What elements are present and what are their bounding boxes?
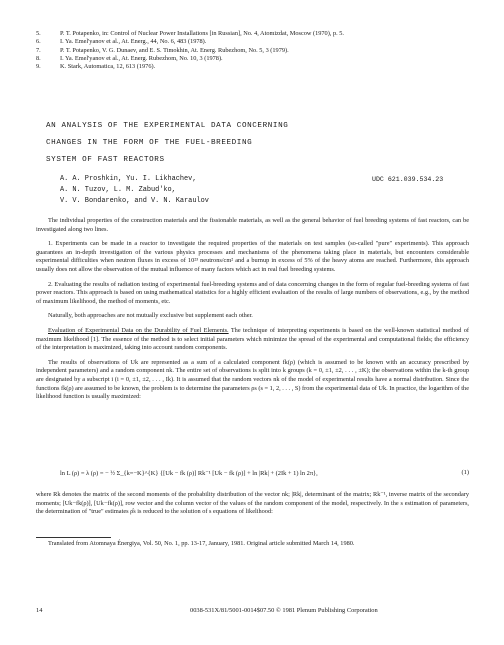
paragraph: 1. Experiments can be made in a reactor to investigate the required properties of the materials on test samples (so-called "pure" experiments). This approach guarantees an in-depth investigation of the various physics processes and mechanisms of the phenomena taking place in materials, but encounters considerable experimental difficulties when neutron fluxes in excess of 10²³ neutrons/cm² and a burnup in excess of 5% of the heavy atoms are reached. Furthermore, this approach usually does not allow the observation of the mutual influence of many factors which act in real fuel breeding systems. [36, 240, 469, 273]
reference-list [36, 30, 476, 71]
author-line: A. A. Proshkin, Yu. I. Likhachev, [60, 175, 197, 183]
reference-item: 9. K. Stark, Automatica, 12, 613 (1976). [36, 63, 156, 71]
page-number: 14 [36, 607, 43, 614]
title-line: AN ANALYSIS OF THE EXPERIMENTAL DATA CONCERNING [46, 122, 289, 130]
article-body [36, 217, 469, 408]
section-heading: Evaluation of Experimental Data on the Durability of Fuel Elements. [48, 326, 229, 334]
reference-item: 7. P. T. Potapenko, V. G. Dunaev, and E. S. Timokhin, At. Energ. Rubezhom, No. 5, 3 (1979). [36, 46, 289, 54]
copyright-line: 0038-531X/81/5001-0014$07.50 © 1981 Plenum Publishing Corporation [190, 607, 378, 614]
author-line: A. N. Tuzov, L. M. Zabud'ko, [60, 186, 176, 195]
section-paragraph [36, 327, 469, 353]
equation-1 [36, 462, 469, 486]
paragraph: where Rk denotes the matrix of the second moments of the probability distribution of the vector nk; |Rk|, determinant of the matrix; Rk⁻¹, inverse matrix of the secondary moments; [Uk−fk(ρ)], [Uk−fk(ρ)], row vector and the column vector of the values of the random component of the model, respectively. In the s estimation of parameters, the determination of "true" estimates ρ̂s is reduced to the solution of s equations of likelihood: [36, 491, 469, 516]
reference-item: 5. P. T. Potapenko, in: Control of Nuclear Power Installations [in Russian], No. 4, Atomizdat, Moscow (1970), p. 5. [36, 30, 344, 37]
reference-item: 6. I. Ya. Emel'yanov et al., At. Energ., 44, No. 6, 483 (1978). [36, 38, 207, 46]
footnote-divider [36, 537, 111, 538]
author-line: V. V. Bondarenko, and V. N. Karaulov [60, 197, 209, 206]
udc-code: UDC 621.039.534.23 [372, 176, 444, 183]
post-equation-text [36, 491, 469, 517]
paragraph: 2. Evaluating the results of radiation testing of experimental fuel-breeding systems and of data concerning changes in the form of regular fuel-breeding systems of fast power reactors. This approach is based on using mathematical statistics for a highly efficient evaluation of the results of large numbers of observations, e.g., by the method of maximum likelihood, the method of moments, etc. [36, 280, 469, 305]
equation-expression: ln L (ρ) = λ (ρ) = − ½ Σ_{k=−K}^{K} {[Uk − fk (ρ)] Rk⁻¹ [Uk − fk (ρ)] + ln |Rk| + (2Ik + 1) ln 2π}, [60, 470, 318, 477]
paragraph: The results of observations of Uk are represented as a sum of a calculated component fk(ρ) (which is assumed to be known with an accuracy prescribed by independent parameters) and a random component nk. The entire set of observations is split into k groups (k = 0, ±1, ±2, . . . , ±K); the observations within the k-th group are designated by a subscript i (i = 0, ±1, ±2, . . . , Ik). It is assumed that the random vectors nk of the model of experimental results have a normal distribution. Since the functions fk(ρ) are assumed to be known, the problem is to determine the parameters ρs (s = 1, 2, . . . , S) from the experimental data of Uk. In practice, the logarithm of the likelihood function is usually maximized: [36, 358, 469, 401]
title-line: SYSTEM OF FAST REACTORS [46, 156, 165, 164]
paragraph: The individual properties of the construction materials and the fissionable materials, as well as the general behavior of fuel breeding systems of fast reactors, can be investigated along two lines. [36, 217, 469, 233]
footnote-text: Translated from Atomnaya Énergiya, Vol. 50, No. 1, pp. 13-17, January, 1981. Original article submitted March 14, 1980. [48, 540, 355, 547]
section-text: The technique of interpreting experiments is based on the well-known statistical method of maximum likelihood [1]. The essence of the method is to select initial parameters which minimize the spread of the experimental and computational fields; the efficiency of the interpretation is maximized, taking into account random components. [36, 326, 469, 352]
author-list [60, 174, 209, 208]
equation-number: (1) [461, 469, 469, 476]
paragraph: Naturally, both approaches are not mutually exclusive but supplement each other. [48, 312, 253, 320]
footnote [36, 540, 469, 549]
article-title [46, 118, 288, 169]
title-line: CHANGES IN THE FORM OF THE FUEL-BREEDING [46, 139, 253, 147]
reference-item: 8. I. Ya. Emel'yanov et al., At. Energ. Rubezhom, No. 10, 3 (1978). [36, 54, 223, 62]
